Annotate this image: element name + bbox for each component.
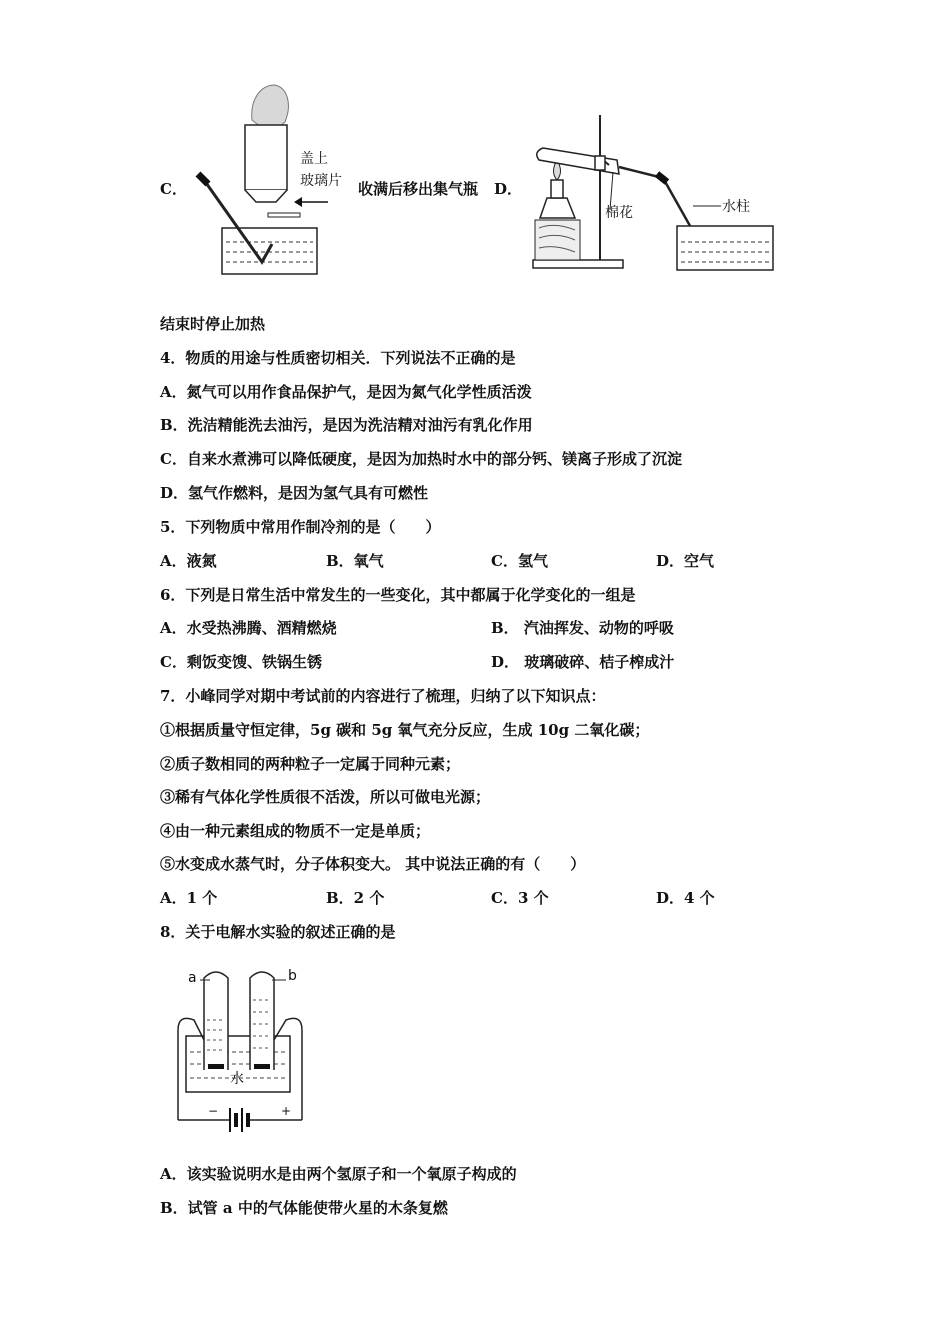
q7-item-3: ③稀有气体化学性质很不活泼，所以可做电光源； xyxy=(160,788,491,806)
arrow-icon xyxy=(292,196,332,208)
glass-plate xyxy=(268,213,300,217)
q5-option-d: D．空气 xyxy=(656,552,715,570)
q7-item-5: ⑤水变成水蒸气时，分子体积变大。 其中说法正确的有（ ） xyxy=(160,855,586,873)
test-tube xyxy=(537,148,619,174)
q7-option-d: D．4 个 xyxy=(656,889,715,907)
q7-item-4: ④由一种元素组成的物质不一定是单质； xyxy=(160,822,431,840)
q6-option-b: B． 汽油挥发、动物的呼吸 xyxy=(491,619,674,637)
q4-option-a: A．氮气可以用作食品保护气，是因为氮气化学性质活泼 xyxy=(160,383,532,401)
fig-d-diagram xyxy=(525,110,785,275)
q6-option-d: D． 玻璃破碎、桔子榨成汁 xyxy=(491,653,675,671)
cover-glass-label-2: 玻璃片 xyxy=(300,173,342,189)
tube-a-label: a xyxy=(188,970,197,986)
alcohol-lamp xyxy=(540,198,575,218)
q7-item-2: ②质子数相同的两种粒子一定属于同种元素； xyxy=(160,755,461,773)
q4-option-d: D．氢气作燃料，是因为氢气具有可燃性 xyxy=(160,484,429,502)
q7-item-1: ①根据质量守恒定律，5g 碳和 5g 氧气充分反应，生成 10g 二氧化碳； xyxy=(160,721,650,739)
q5-option-a: A．液氮 xyxy=(160,552,217,570)
battery-icon xyxy=(230,1108,248,1132)
hand-icon xyxy=(252,85,289,128)
cover-glass-label-1: 盖上 xyxy=(300,151,328,167)
q8-option-b: B．试管 a 中的气体能使带火星的木条复燃 xyxy=(160,1199,448,1217)
tube-b-label: b xyxy=(288,968,297,984)
q6-option-a: A．水受热沸腾、酒精燃烧 xyxy=(160,619,337,637)
cotton-label: 棉花 xyxy=(605,205,633,221)
tube-b xyxy=(250,972,274,1070)
q5-stem: 5．下列物质中常用作制冷剂的是（ ） xyxy=(160,518,441,536)
electrolysis-diagram xyxy=(160,960,320,1150)
plus-terminal-label: + xyxy=(281,1104,292,1118)
fig-c-caption: 收满后移出集气瓶 xyxy=(358,180,479,198)
q4-option-c: C．自来水煮沸可以降低硬度，是因为加热时水中的部分钙、镁离子形成了沉淀 xyxy=(160,450,682,468)
fig-c-option-label: C． xyxy=(160,180,187,198)
q7-stem: 7．小峰同学对期中考试前的内容进行了梳理，归纳了以下知识点： xyxy=(160,687,606,705)
tube-a xyxy=(204,972,228,1070)
minus-terminal-label: − xyxy=(208,1104,219,1118)
continuation-text: 结束时停止加热 xyxy=(160,315,266,333)
water-column-label: 水柱 xyxy=(722,199,750,215)
q5-option-b: B．氧气 xyxy=(326,552,384,570)
q6-stem: 6．下列是日常生活中常发生的一些变化，其中都属于化学变化的一组是 xyxy=(160,586,636,604)
q7-option-a: A．1 个 xyxy=(160,889,218,907)
water-trough-d xyxy=(677,226,773,270)
q6-option-c: C．剩饭变馊、铁锅生锈 xyxy=(160,653,322,671)
water-label: 水 xyxy=(230,1071,244,1087)
q5-option-c: C．氢气 xyxy=(491,552,548,570)
gas-bottle xyxy=(245,125,287,190)
fig-d-option-label: D． xyxy=(494,180,523,198)
q7-option-b: B．2 个 xyxy=(326,889,385,907)
q8-option-a: A．该实验说明水是由两个氢原子和一个氧原子构成的 xyxy=(160,1165,517,1183)
q7-option-c: C．3 个 xyxy=(491,889,549,907)
q4-stem: 4．物质的用途与性质密切相关．下列说法不正确的是 xyxy=(160,349,516,367)
q4-option-b: B．洗洁精能洗去油污，是因为洗洁精对油污有乳化作用 xyxy=(160,416,533,434)
q8-stem: 8．关于电解水实验的叙述正确的是 xyxy=(160,923,396,941)
